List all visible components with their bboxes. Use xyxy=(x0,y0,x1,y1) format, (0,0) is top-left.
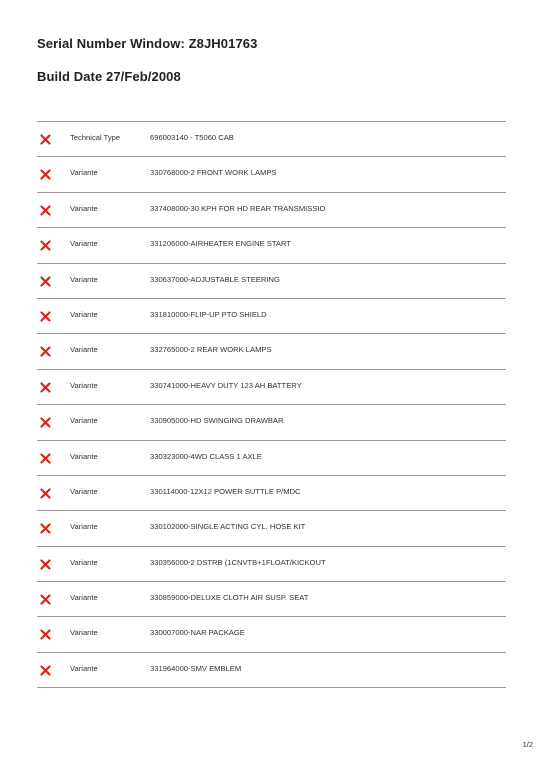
table-row xyxy=(37,617,506,652)
table-row xyxy=(37,582,506,617)
table-row xyxy=(37,547,506,582)
table-row xyxy=(37,228,506,263)
table-row xyxy=(37,334,506,369)
row-value: 330007000-NAR PACKAGE xyxy=(150,628,245,638)
red-x-icon xyxy=(40,169,51,180)
row-type-label: Variante xyxy=(70,203,98,213)
table-row xyxy=(37,122,506,157)
row-type-label: Variante xyxy=(70,593,98,603)
row-value: 337408000-30 KPH FOR HD REAR TRANSMISSIO xyxy=(150,203,326,213)
row-value: 330741000-HEAVY DUTY 123 AH BATTERY xyxy=(150,380,302,390)
table-row xyxy=(37,653,506,688)
row-type-label: Variante xyxy=(70,168,98,178)
red-x-icon xyxy=(40,417,51,428)
red-x-icon xyxy=(40,594,51,605)
row-type-label: Variante xyxy=(70,380,98,390)
row-value: 330768000-2 FRONT WORK LAMPS xyxy=(150,168,277,178)
red-x-icon xyxy=(40,488,51,499)
row-type-label: Variante xyxy=(70,451,98,461)
row-type-label: Variante xyxy=(70,628,98,638)
table-row xyxy=(37,299,506,334)
red-x-icon xyxy=(40,523,51,534)
red-x-icon xyxy=(40,311,51,322)
row-value: 330356000-2 DSTRB (1CNVTB+1FLOAT/KICKOUT xyxy=(150,557,326,567)
row-type-label: Technical Type xyxy=(70,133,121,142)
red-x-icon xyxy=(40,382,51,393)
row-value: 332765000-2 REAR WORK LAMPS xyxy=(150,345,272,355)
row-type-label: Variante xyxy=(70,486,98,496)
table-row xyxy=(37,157,506,192)
row-type-label: Variante xyxy=(70,345,98,355)
row-value: 330114000-12X12 POWER SUTTLE P/MDC xyxy=(150,486,301,496)
row-value: 331206000-AIRHEATER ENGINE START xyxy=(150,239,291,249)
red-x-icon xyxy=(40,205,51,216)
row-value: 331810000-FLIP-UP PTO SHIELD xyxy=(150,309,267,319)
row-value: 330323000-4WD CLASS 1 AXLE xyxy=(150,451,262,461)
table-row xyxy=(37,193,506,228)
row-type-label: Variante xyxy=(70,522,98,532)
red-x-icon xyxy=(40,276,51,287)
row-value: 331964000-SMV EMBLEM xyxy=(150,663,242,673)
page-number: 1/2 xyxy=(522,740,533,749)
row-type-label: Variante xyxy=(70,663,98,673)
build-date-title: Build Date 27/Feb/2008 xyxy=(37,69,181,84)
red-x-icon xyxy=(40,346,51,357)
table-row xyxy=(37,441,506,476)
table-row xyxy=(37,370,506,405)
row-value: 330905000-HD SWINGING DRAWBAR xyxy=(150,416,284,426)
red-x-icon xyxy=(40,453,51,464)
table-row xyxy=(37,511,506,546)
row-value: 330859000-DELUXE CLOTH AIR SUSP. SEAT xyxy=(150,593,309,603)
table-row xyxy=(37,264,506,299)
row-value: 330637000-ADJUSTABLE STEERING xyxy=(150,274,280,284)
table-row xyxy=(37,405,506,440)
variant-table xyxy=(37,121,506,688)
red-x-icon xyxy=(40,134,51,145)
red-x-icon xyxy=(40,629,51,640)
row-value: 696003140 - T5060 CAB xyxy=(150,133,234,142)
red-x-icon xyxy=(40,559,51,570)
row-type-label: Variante xyxy=(70,309,98,319)
red-x-icon xyxy=(40,240,51,251)
row-type-label: Variante xyxy=(70,239,98,249)
row-value: 330102000-SINGLE ACTING CYL. HOSE KIT xyxy=(150,522,306,532)
serial-number-title: Serial Number Window: Z8JH01763 xyxy=(37,36,258,51)
table-row xyxy=(37,476,506,511)
row-type-label: Variante xyxy=(70,274,98,284)
row-type-label: Variante xyxy=(70,416,98,426)
row-type-label: Variante xyxy=(70,557,98,567)
red-x-icon xyxy=(40,665,51,676)
